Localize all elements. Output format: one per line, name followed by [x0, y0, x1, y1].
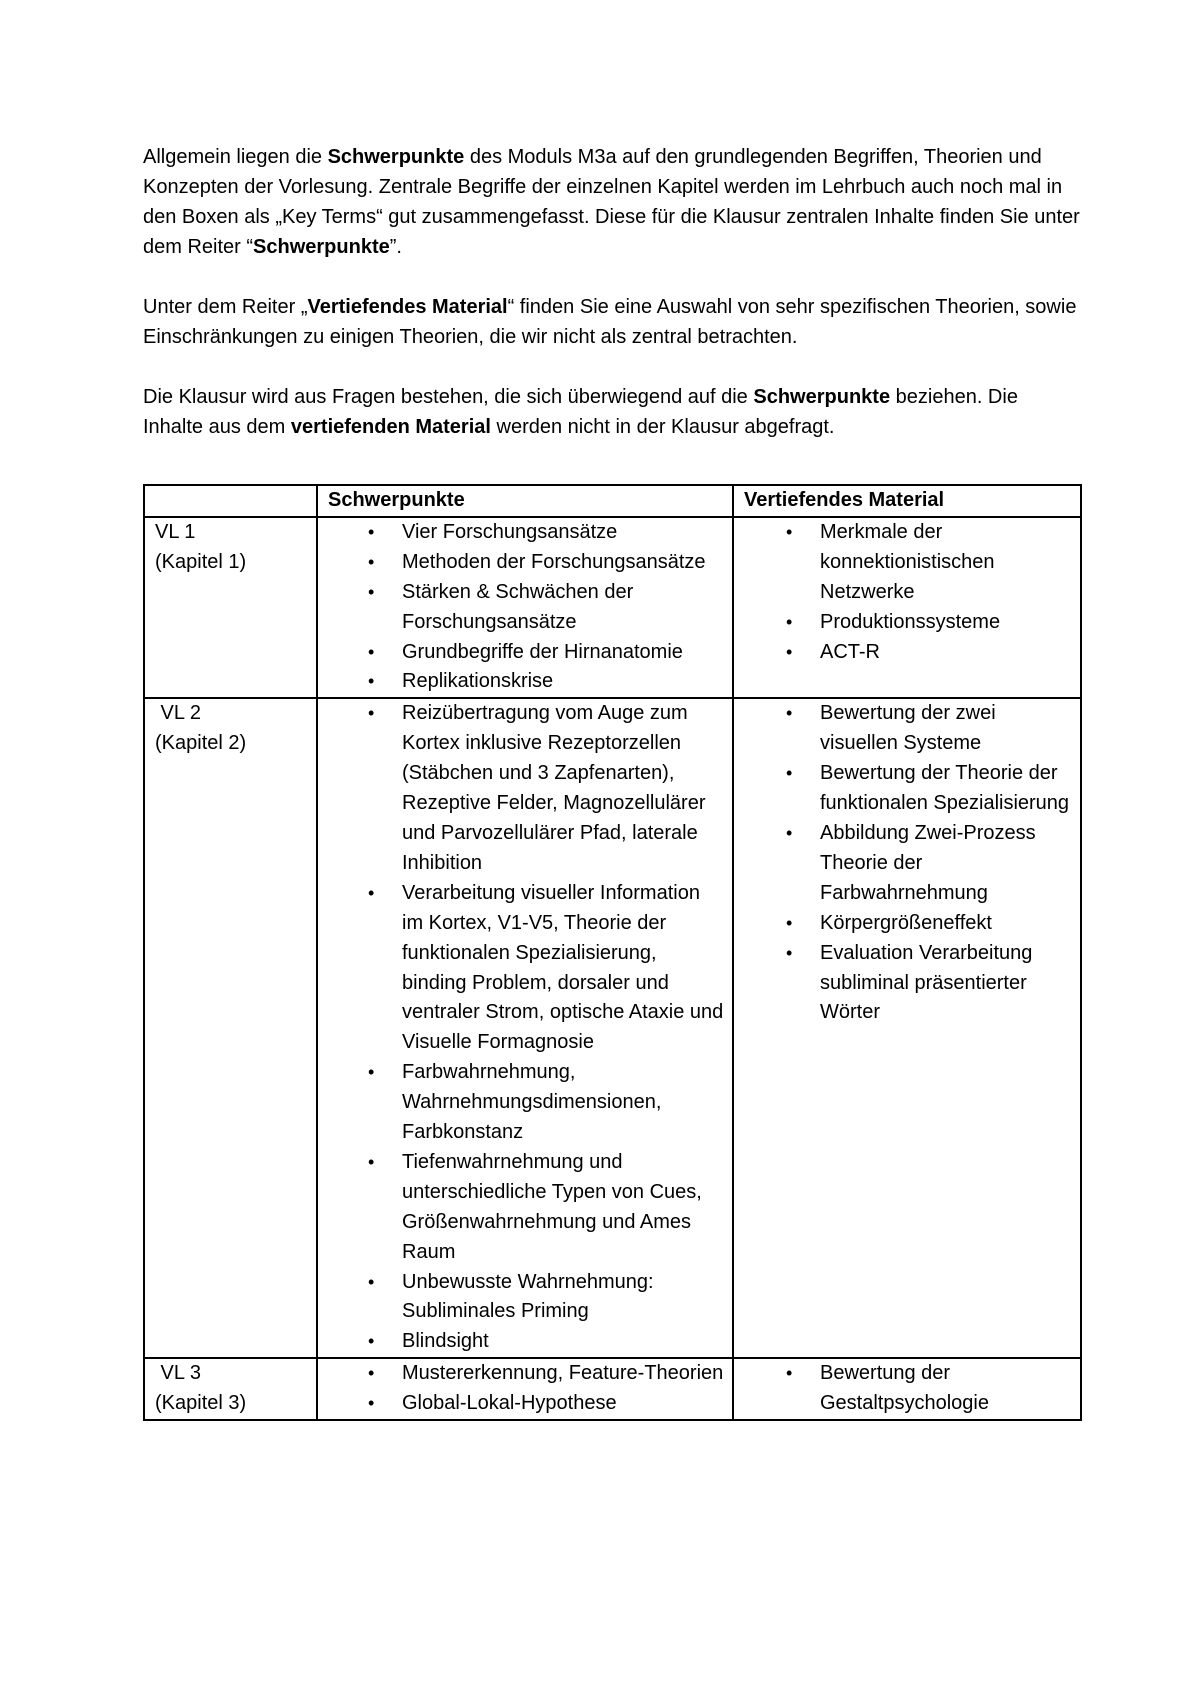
bullet-icon: • — [786, 763, 793, 784]
list-item: • Bewertung der Gestaltpsychologie — [744, 1359, 1072, 1419]
bullet-icon: • — [786, 1363, 793, 1384]
lecture-label: VL 3 — [155, 1362, 201, 1385]
bullet-icon: • — [368, 581, 375, 602]
list-item: • Bewertung der Theorie der funktionalen Spezialisierung — [744, 759, 1072, 819]
bullet-icon: • — [368, 1393, 375, 1414]
bullet-icon: • — [786, 912, 793, 933]
vertiefend-cell — [733, 1358, 1081, 1420]
list-item: • Global-Lokal-Hypothese — [328, 1389, 724, 1419]
list-item: • Methoden der Forschungsansätze — [328, 548, 724, 578]
schwerpunkte-cell — [317, 517, 733, 698]
bullet-icon: • — [368, 641, 375, 662]
lecture-label: VL 1 — [155, 520, 196, 543]
table-row — [144, 517, 1081, 698]
document-page — [143, 142, 1083, 1421]
bullet-icon: • — [368, 521, 375, 542]
list-item: • Blindsight — [328, 1327, 724, 1357]
bullet-icon: • — [786, 822, 793, 843]
schwerpunkte-cell — [317, 1358, 733, 1420]
bullet-icon: • — [368, 1062, 375, 1083]
list-item: • Merkmale der konnektionistischen Netzwerke — [744, 518, 1072, 608]
list-item: • Replikationskrise — [328, 667, 724, 697]
header-empty — [144, 485, 317, 517]
table-row — [144, 1358, 1081, 1420]
lecture-cell — [144, 698, 317, 1358]
bullet-icon: • — [786, 942, 793, 963]
intro-paragraph-2: Unter dem Reiter „Vertiefendes Material“ finden Sie eine Auswahl von sehr spezifischen Theorien, sowie Einschränkungen zu einigen Theorien, die wir nicht als zentral betrachten. — [143, 296, 1077, 348]
vertiefend-cell — [733, 517, 1081, 698]
chapter-label: (Kapitel 1) — [155, 550, 247, 573]
lecture-cell — [144, 1358, 317, 1420]
list-item: • Grundbegriffe der Hirnanatomie — [328, 638, 724, 668]
bullet-icon: • — [368, 703, 375, 724]
header-vertiefendes-material: Vertiefendes Material — [733, 485, 1081, 517]
list-item: • Bewertung der zwei visuellen Systeme — [744, 699, 1072, 759]
table-row — [144, 698, 1081, 1358]
list-item: • Evaluation Verarbeitung subliminal präsentierter Wörter — [744, 939, 1072, 1029]
list-item: • Vier Forschungsansätze — [328, 518, 724, 548]
bullet-icon: • — [368, 1151, 375, 1172]
vertiefend-cell — [733, 698, 1081, 1358]
bullet-icon: • — [786, 641, 793, 662]
bullet-icon: • — [786, 703, 793, 724]
list-item: • Reizübertragung vom Auge zum Kortex inklusive Rezeptorzellen (Stäbchen und 3 Zapfenarten), Rezeptive Felder, Magnozellulärer und Parvozellulärer Pfad, laterale Inhibition — [328, 699, 724, 878]
list-item: • Tiefenwahrnehmung und unterschiedliche Typen von Cues, Größenwahrnehmung und Ames Raum — [328, 1148, 724, 1268]
bullet-icon: • — [368, 1363, 375, 1384]
bullet-icon: • — [786, 611, 793, 632]
chapter-label: (Kapitel 2) — [155, 732, 247, 755]
bullet-icon: • — [368, 671, 375, 692]
list-item: • Abbildung Zwei-Prozess Theorie der Farbwahrnehmung — [744, 819, 1072, 909]
bullet-icon: • — [368, 551, 375, 572]
list-item: • Produktionssysteme — [744, 608, 1072, 638]
list-item: • ACT-R — [744, 638, 1072, 668]
schwerpunkte-cell — [317, 698, 733, 1358]
list-item: • Mustererkennung, Feature-Theorien — [328, 1359, 724, 1389]
bullet-icon: • — [368, 882, 375, 903]
lecture-cell — [144, 517, 317, 698]
list-item: • Verarbeitung visueller Information im Kortex, V1-V5, Theorie der funktionalen Spezialisierung, binding Problem, dorsaler und ventraler Strom, optische Ataxie und Visuelle Formagnosie — [328, 879, 724, 1058]
table-header-row — [144, 485, 1081, 517]
list-item: • Unbewusste Wahrnehmung: Subliminales Priming — [328, 1268, 724, 1328]
lecture-label: VL 2 — [155, 702, 201, 725]
bullet-icon: • — [786, 521, 793, 542]
list-item: • Körpergrößeneffekt — [744, 909, 1072, 939]
list-item: • Farbwahrnehmung, Wahrnehmungsdimensionen, Farbkonstanz — [328, 1058, 724, 1148]
list-item: • Stärken & Schwächen der Forschungsansätze — [328, 578, 724, 638]
header-schwerpunkte: Schwerpunkte — [317, 485, 733, 517]
topics-table — [143, 484, 1082, 1421]
chapter-label: (Kapitel 3) — [155, 1392, 247, 1415]
intro-paragraph-1: Allgemein liegen die Schwerpunkte des Moduls M3a auf den grundlegenden Begriffen, Theorien und Konzepten der Vorlesung. Zentrale Begriffe der einzelnen Kapitel werden im Lehrbuch auch noch mal in den Boxen als „Key Terms“ gut zusammengefasst. Diese für die Klausur zentralen Inhalte finden Sie unter dem Reiter “Schwerpunkte”. — [143, 146, 1080, 258]
topics-table-wrapper — [143, 484, 1083, 1421]
bullet-icon: • — [368, 1331, 375, 1352]
intro-paragraph-3: Die Klausur wird aus Fragen bestehen, die sich überwiegend auf die Schwerpunkte beziehen. Die Inhalte aus dem vertiefenden Material werden nicht in der Klausur abgefragt. — [143, 386, 1018, 438]
bullet-icon: • — [368, 1271, 375, 1292]
